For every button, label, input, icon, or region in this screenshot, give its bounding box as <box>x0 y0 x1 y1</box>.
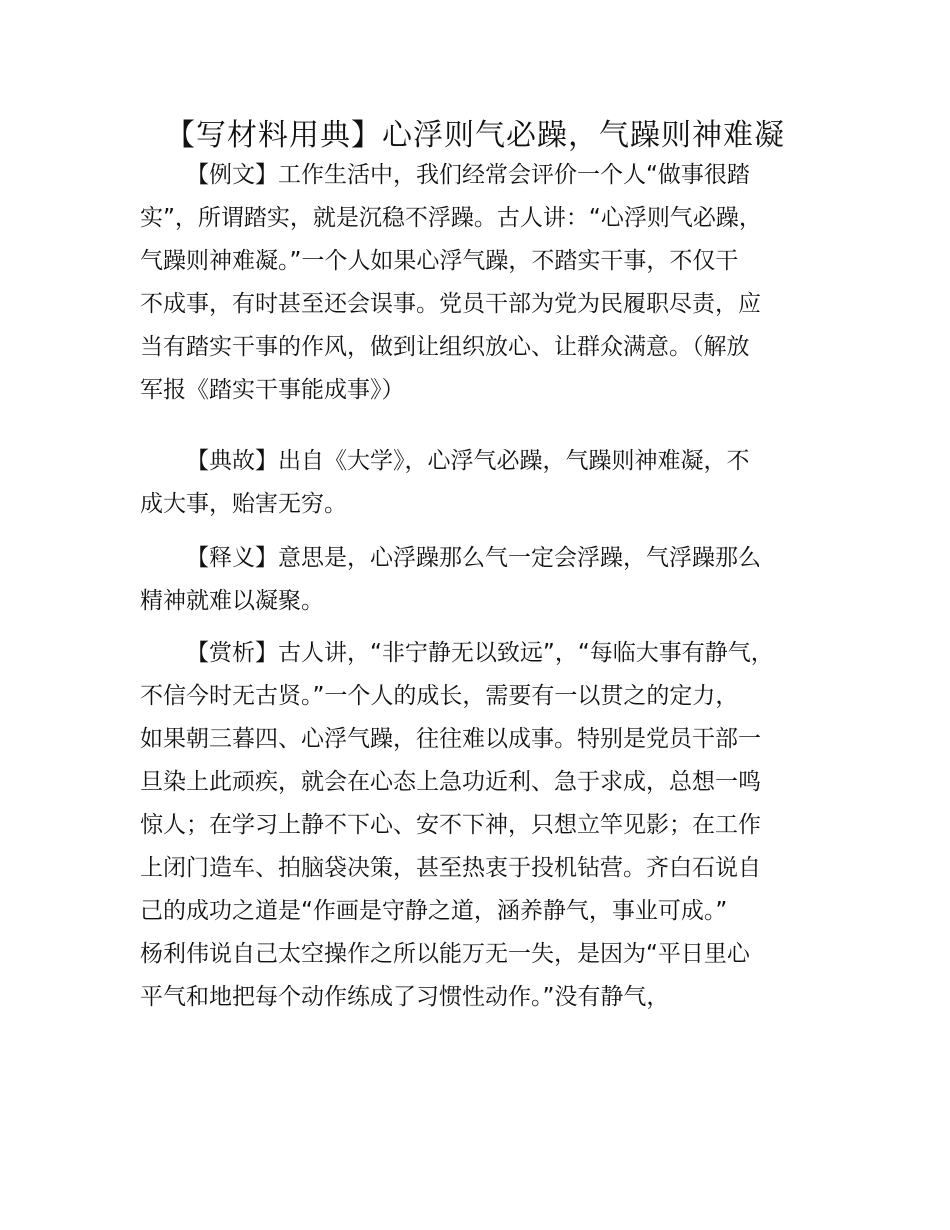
paragraph-line: 【例文】工作生活中，我们经常会评价一个人“做事很踏 <box>186 162 750 188</box>
paragraph-line: 惊人；在学习上静不下心、安不下神，只想立竿见影；在工作 <box>140 812 761 838</box>
paragraph-line: 不成事，有时甚至还会误事。党员干部为党为民履职尽责，应 <box>140 291 761 317</box>
paragraph-line: 当有踏实干事的作风，做到让组织放心、让群众满意。（解放 <box>140 334 750 360</box>
paragraph-line: 成大事，贻害无穷。 <box>140 491 347 517</box>
paragraph-line: 【典故】出自《大学》，心浮气必躁，气躁则神难凝，不 <box>186 448 750 474</box>
paragraph-line: 军报《踏实干事能成事》） <box>140 377 405 403</box>
paragraph-line: 旦染上此顽疾，就会在心态上急功近利、急于求成，总想一鸣 <box>140 769 761 795</box>
paragraph-line: 不信今时无古贤。”一个人的成长，需要有一以贯之的定力， <box>140 683 739 709</box>
paragraph-analysis <box>140 632 830 1019</box>
document-title: 【写材料用典】心浮则气必躁，气躁则神难凝 <box>165 118 785 153</box>
paragraph-line: 精神就难以凝聚。 <box>140 588 324 614</box>
paragraph-line: 己的成功之道是“作画是守静之道，涵养静气，事业可成。” <box>140 898 728 924</box>
paragraph-explanation <box>140 537 830 623</box>
paragraph-line: 实”，所谓踏实，就是沉稳不浮躁。古人讲：“心浮则气必躁， <box>140 205 762 231</box>
paragraph-example <box>140 154 830 412</box>
paragraph-allusion <box>140 440 830 526</box>
paragraph-line: 气躁则神难凝。”一个人如果心浮气躁，不踏实干事，不仅干 <box>140 248 739 274</box>
paragraph-line: 杨利伟说自己太空操作之所以能万无一失，是因为“平日里心 <box>140 941 750 967</box>
paragraph-line: 【赏析】古人讲，“非宁静无以致远”，“每临大事有静气， <box>186 640 774 666</box>
paragraph-line: 上闭门造车、拍脑袋决策，甚至热衷于投机钻营。齐白石说自 <box>140 855 761 881</box>
paragraph-line: 平气和地把每个动作练成了习惯性动作。”没有静气， <box>140 984 670 1010</box>
paragraph-line: 如果朝三暮四、心浮气躁，往往难以成事。特别是党员干部一 <box>140 726 761 752</box>
paragraph-line: 【释义】意思是，心浮躁那么气一定会浮躁，气浮躁那么 <box>186 545 761 571</box>
